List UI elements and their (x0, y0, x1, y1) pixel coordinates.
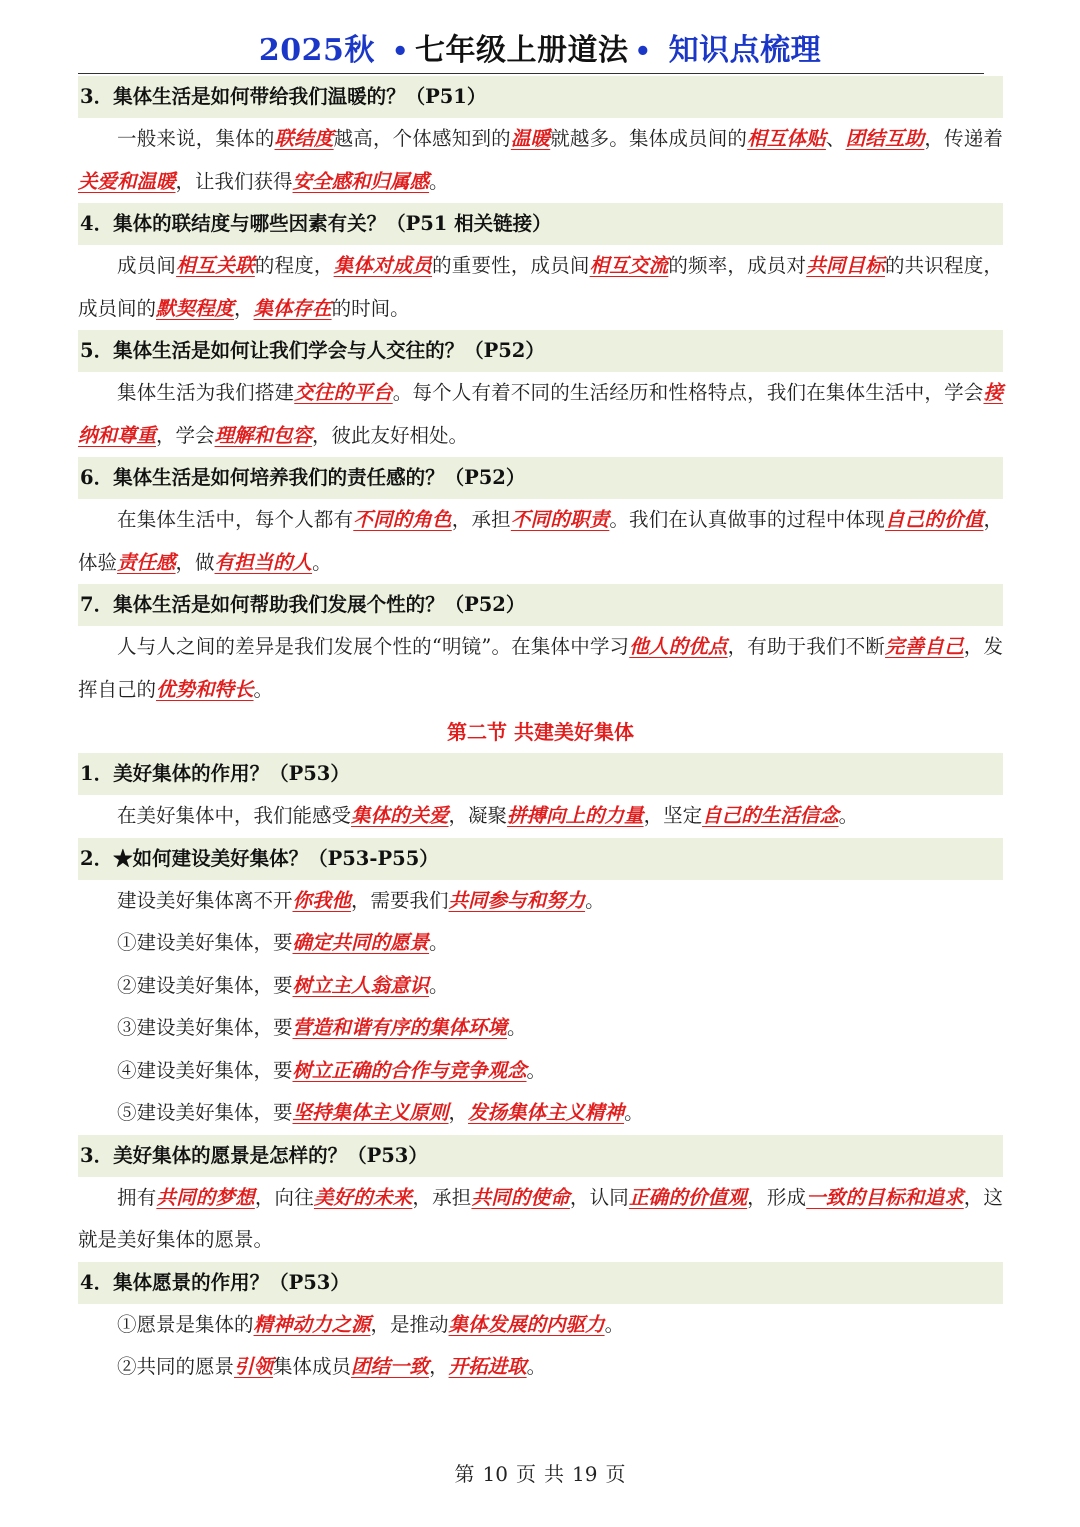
key-term: 集体的关爱 (351, 804, 449, 827)
key-term: 正确的价值观 (628, 1185, 748, 1209)
key-term: 一致的目标和追求 (806, 1185, 964, 1209)
key-term: 团结互助 (845, 127, 925, 150)
key-term: 有担当的人 (214, 550, 313, 574)
question-heading: 1．美好集体的作用？（P53） (78, 753, 1003, 795)
list-item: ②共同的愿景引领集体成员团结一致，开拓进取。 (117, 1355, 547, 1378)
key-term: 树立主人翁意识 (292, 973, 430, 997)
key-term: 确定共同的愿景 (292, 931, 430, 954)
title-bullet: • (634, 37, 652, 67)
key-term: 共同目标 (806, 254, 885, 277)
question-heading: 5．集体生活是如何让我们学会与人交往的？（P52） (78, 330, 1003, 372)
list-item: ④建设美好集体，要树立正确的合作与竞争观念。 (117, 1058, 547, 1082)
question-heading: 6．集体生活是如何培养我们的责任感的？（P52） (78, 457, 1003, 499)
question-heading: 7．集体生活是如何帮助我们发展个性的？（P52） (78, 584, 1003, 626)
list-item: ②建设美好集体，要树立主人翁意识。 (117, 973, 449, 997)
key-term: 优势和特长 (156, 677, 254, 701)
header-divider (78, 73, 984, 74)
answer-paragraph: 人与人之间的差异是我们发展个性的“明镜”。在集体中学习他人的优点，有助于我们不断完善自己，发挥自己的优势和特长。 (78, 635, 1003, 701)
answer-paragraph: 在美好集体中，我们能感受集体的关爱，凝聚拼搏向上的力量，坚定自己的生活信念。 (117, 804, 859, 827)
key-term: 不同的职责 (510, 508, 610, 531)
list-item: ③建设美好集体，要营造和谐有序的集体环境。 (117, 1016, 527, 1039)
question-heading: 3．美好集体的愿景是怎样的？（P53） (78, 1135, 1003, 1177)
key-term: 自己的价值 (884, 508, 984, 531)
list-item: ①建设美好集体，要确定共同的愿景。 (117, 931, 449, 954)
key-term: 默契程度 (156, 296, 235, 320)
list-item: ①愿景是集体的精神动力之源，是推动集体发展的内驱力。 (117, 1312, 625, 1336)
key-term: 引领 (234, 1355, 274, 1378)
question-heading: 2．★如何建设美好集体？（P53-P55） (78, 838, 1003, 880)
key-term: 集体存在 (253, 296, 332, 320)
key-term: 联结度 (274, 127, 334, 150)
key-term: 开拓进取 (448, 1355, 527, 1378)
page-footer: 第 10 页 共 19 页 (454, 1462, 626, 1486)
key-term: 相互关联 (176, 254, 255, 277)
key-term: 精神动力之源 (253, 1312, 371, 1336)
key-term: 关爱和温暖 (78, 169, 176, 193)
answer-paragraph: 一般来说，集体的联结度越高，个体感知到的温暖就越多。集体成员间的相互体贴、团结互助，传递着关爱和温暖，让我们获得安全感和归属感。 (78, 127, 1003, 193)
answer-paragraph: 建设美好集体离不开你我他，需要我们共同参与和努力。 (117, 888, 605, 912)
key-term: 责任感 (117, 550, 176, 574)
key-term: 不同的角色 (353, 508, 452, 531)
answer-paragraph: 拥有共同的梦想，向往美好的未来，承担共同的使命，认同正确的价值观，形成一致的目标和追求，这就是美好集体的愿景。 (78, 1185, 1003, 1251)
key-term: 完善自己 (885, 635, 964, 658)
document-title (78, 28, 1002, 75)
title-bullet: • (391, 37, 409, 67)
key-term: 共同的使命 (471, 1185, 570, 1209)
answer-paragraph: 成员间相互关联的程度，集体对成员的重要性，成员间相互交流的频率，成员对共同目标的共识程度，成员间的默契程度，集体存在的时间。 (78, 254, 1003, 320)
key-term: 树立正确的合作与竞争观念 (292, 1058, 527, 1082)
key-term: 你我他 (292, 888, 352, 912)
key-term: 集体发展的内驱力 (448, 1312, 605, 1336)
key-term: 营造和谐有序的集体环境 (292, 1016, 508, 1039)
key-term: 他人的优点 (629, 635, 728, 658)
current-page-number: 10 (482, 1462, 508, 1486)
key-term: 美好的未来 (313, 1185, 413, 1209)
key-term: 交往的平台 (294, 381, 393, 404)
key-term: 自己的生活信念 (702, 804, 839, 827)
title-year: 2025秋 (258, 33, 375, 68)
total-page-count: 19 (572, 1462, 598, 1486)
key-term: 共同参与和努力 (448, 888, 586, 912)
question-heading: 4．集体愿景的作用？（P53） (78, 1262, 1003, 1304)
key-term: 发扬集体主义精神 (468, 1101, 625, 1124)
page-header (78, 28, 1002, 74)
question-heading: 3．集体生活是如何带给我们温暖的？（P51） (78, 76, 1003, 118)
title-course: 七年级上册道法 (415, 33, 629, 68)
key-term: 理解和包容 (214, 423, 313, 447)
answer-paragraph: 在集体生活中，每个人都有不同的角色，承担不同的职责。我们在认真做事的过程中体现自己的价值，体验责任感，做有担当的人。 (78, 508, 1003, 574)
section-heading: 第二节 共建美好集体 (447, 720, 634, 744)
key-term: 共同的梦想 (156, 1185, 255, 1209)
key-term: 相互交流 (589, 254, 669, 277)
key-term: 坚持集体主义原则 (292, 1101, 449, 1124)
document-body (78, 76, 1003, 1389)
key-term: 安全感和归属感 (292, 169, 430, 193)
key-term: 温暖 (510, 127, 551, 150)
key-term: 相互体贴 (747, 127, 826, 150)
key-term: 团结一致 (351, 1355, 430, 1378)
key-term: 集体对成员 (333, 254, 433, 277)
question-heading: 4．集体的联结度与哪些因素有关？（P51 相关链接） (78, 203, 1003, 245)
key-term: 接纳和尊重 (78, 381, 1003, 447)
title-topic: 知识点梳理 (668, 33, 822, 68)
key-term: 拼搏向上的力量 (507, 804, 644, 827)
list-item: ⑤建设美好集体，要坚持集体主义原则，发扬集体主义精神。 (117, 1101, 644, 1124)
answer-paragraph: 集体生活为我们搭建交往的平台。每个人有着不同的生活经历和性格特点，我们在集体生活中，学会接纳和尊重，学会理解和包容，彼此友好相处。 (78, 381, 1003, 447)
